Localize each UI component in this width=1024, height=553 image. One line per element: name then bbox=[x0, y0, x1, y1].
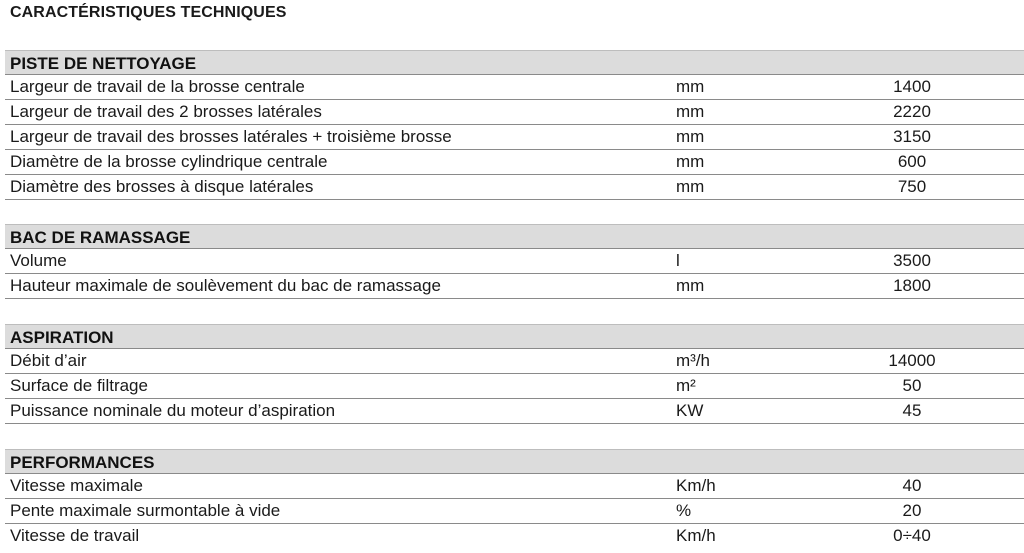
row-unit: Km/h bbox=[676, 526, 716, 545]
table-row bbox=[5, 524, 1024, 549]
section-performances bbox=[5, 449, 1024, 549]
table-row bbox=[5, 274, 1024, 299]
row-label: Débit d’air bbox=[10, 351, 87, 370]
section-header: BAC DE RAMASSAGE bbox=[5, 224, 1024, 249]
section-header: PISTE DE NETTOYAGE bbox=[5, 50, 1024, 75]
row-label: Surface de filtrage bbox=[10, 376, 148, 395]
row-unit: m³/h bbox=[676, 351, 710, 370]
row-unit: l bbox=[676, 251, 680, 270]
table-row bbox=[5, 75, 1024, 100]
row-value: 20 bbox=[902, 501, 922, 520]
section-aspiration bbox=[5, 324, 1024, 424]
row-label: Hauteur maximale de soulèvement du bac de ramassage bbox=[10, 276, 441, 295]
row-value: 1400 bbox=[893, 77, 931, 96]
table-row bbox=[5, 150, 1024, 175]
row-unit: Km/h bbox=[676, 476, 716, 495]
row-label: Puissance nominale du moteur d’aspiration bbox=[10, 401, 336, 420]
row-value: 45 bbox=[902, 401, 922, 420]
page-title: CARACTÉRISTIQUES TECHNIQUES bbox=[10, 4, 287, 21]
table-row bbox=[5, 474, 1024, 499]
row-unit: mm bbox=[676, 127, 705, 146]
row-label: Vitesse maximale bbox=[10, 476, 143, 495]
row-value: 3500 bbox=[893, 251, 931, 270]
row-unit: mm bbox=[676, 102, 705, 121]
table-row bbox=[5, 374, 1024, 399]
table-row bbox=[5, 249, 1024, 274]
row-value: 2220 bbox=[893, 102, 931, 121]
row-value: 0÷40 bbox=[893, 526, 931, 545]
row-label: Largeur de travail des brosses latérales + troisième brosse bbox=[10, 127, 452, 146]
row-label: Volume bbox=[10, 251, 67, 270]
row-value: 1800 bbox=[893, 276, 931, 295]
row-unit: mm bbox=[676, 177, 705, 196]
row-value: 40 bbox=[902, 476, 922, 495]
row-unit: mm bbox=[676, 276, 705, 295]
section-piste-de-nettoyage bbox=[5, 50, 1024, 200]
row-label: Diamètre de la brosse cylindrique centrale bbox=[10, 152, 328, 171]
row-unit: KW bbox=[676, 401, 704, 420]
row-value: 600 bbox=[897, 152, 927, 171]
row-value: 750 bbox=[897, 177, 927, 196]
section-header: PERFORMANCES bbox=[5, 449, 1024, 474]
table-row bbox=[5, 175, 1024, 200]
row-label: Vitesse de travail bbox=[10, 526, 140, 545]
row-label: Pente maximale surmontable à vide bbox=[10, 501, 281, 520]
table-row bbox=[5, 349, 1024, 374]
row-unit: % bbox=[676, 501, 692, 520]
row-label: Largeur de travail de la brosse centrale bbox=[10, 77, 305, 96]
section-header: ASPIRATION bbox=[5, 324, 1024, 349]
row-label: Diamètre des brosses à disque latérales bbox=[10, 177, 314, 196]
row-value: 50 bbox=[902, 376, 922, 395]
row-unit: mm bbox=[676, 152, 705, 171]
table-row bbox=[5, 399, 1024, 424]
table-row bbox=[5, 100, 1024, 125]
row-label: Largeur de travail des 2 brosses latérales bbox=[10, 102, 322, 121]
row-unit: mm bbox=[676, 77, 705, 96]
section-bac-de-ramassage bbox=[5, 224, 1024, 299]
table-row bbox=[5, 125, 1024, 150]
table-row bbox=[5, 499, 1024, 524]
row-unit: m² bbox=[676, 376, 696, 395]
row-value: 14000 bbox=[888, 351, 936, 370]
row-value: 3150 bbox=[893, 127, 931, 146]
